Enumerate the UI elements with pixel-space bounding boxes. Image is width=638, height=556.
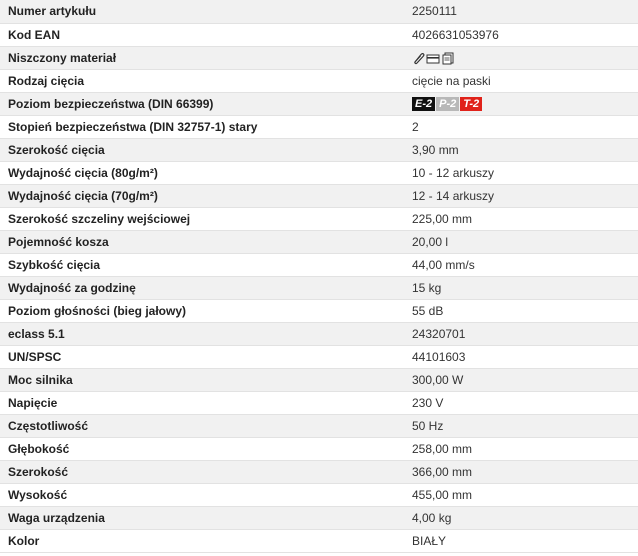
spec-label: Rodzaj cięcia [0,69,401,92]
spec-label: Pojemność kosza [0,230,401,253]
table-row [0,23,638,46]
spec-value: 366,00 mm [401,460,638,483]
spec-value: 230 V [401,391,638,414]
table-row [0,115,638,138]
spec-label: UN/SPSC [0,345,401,368]
paper-clip-icon [412,52,425,65]
table-row [0,437,638,460]
spec-value: 15 kg [401,276,638,299]
spec-value: cięcie na paski [401,69,638,92]
spec-value: 258,00 mm [401,437,638,460]
table-row [0,0,638,23]
spec-value: 300,00 W [401,368,638,391]
material-icons [412,52,455,65]
table-row [0,460,638,483]
spec-label: Kod EAN [0,23,401,46]
credit-card-icon [426,52,440,65]
spec-value: 455,00 mm [401,483,638,506]
table-row [0,184,638,207]
paper-sheets-icon [441,52,455,65]
spec-label: eclass 5.1 [0,322,401,345]
spec-value: 20,00 l [401,230,638,253]
spec-value: 10 - 12 arkuszy [401,161,638,184]
spec-label: Poziom bezpieczeństwa (DIN 66399) [0,92,401,115]
table-row [0,276,638,299]
table-row [0,322,638,345]
spec-value: 3,90 mm [401,138,638,161]
spec-value: 225,00 mm [401,207,638,230]
spec-value-security-level [401,92,638,115]
spec-label: Wydajność cięcia (80g/m²) [0,161,401,184]
spec-label: Kolor [0,529,401,552]
spec-label: Szerokość cięcia [0,138,401,161]
spec-value: 24320701 [401,322,638,345]
spec-label: Szybkość cięcia [0,253,401,276]
table-row [0,483,638,506]
table-row [0,391,638,414]
security-badge-t: T-2 [460,97,482,111]
spec-label: Numer artykułu [0,0,401,23]
table-row [0,69,638,92]
spec-value: 4026631053976 [401,23,638,46]
spec-label: Poziom głośności (bieg jałowy) [0,299,401,322]
table-row [0,253,638,276]
spec-label: Niszczony materiał [0,46,401,69]
table-row [0,46,638,69]
security-badge-p: P-2 [436,97,459,111]
table-row [0,161,638,184]
spec-label: Stopień bezpieczeństwa (DIN 32757-1) stary [0,115,401,138]
table-row [0,138,638,161]
spec-label: Częstotliwość [0,414,401,437]
table-row [0,299,638,322]
spec-value: 44,00 mm/s [401,253,638,276]
table-row [0,506,638,529]
spec-value: 12 - 14 arkuszy [401,184,638,207]
spec-label: Wysokość [0,483,401,506]
table-row [0,368,638,391]
spec-label: Waga urządzenia [0,506,401,529]
table-row [0,414,638,437]
table-row [0,207,638,230]
spec-value: 55 dB [401,299,638,322]
spec-value: 2250111 [401,0,638,23]
table-row [0,345,638,368]
security-badge-e: E-2 [412,97,435,111]
spec-label: Napięcie [0,391,401,414]
spec-value: 2 [401,115,638,138]
spec-value: 4,00 kg [401,506,638,529]
spec-label: Szerokość [0,460,401,483]
spec-value: 44101603 [401,345,638,368]
spec-label: Moc silnika [0,368,401,391]
spec-label: Szerokość szczeliny wejściowej [0,207,401,230]
spec-value: BIAŁY [401,529,638,552]
table-row [0,230,638,253]
security-level-badges [412,97,482,111]
spec-label: Wydajność cięcia (70g/m²) [0,184,401,207]
spec-label: Wydajność za godzinę [0,276,401,299]
table-row [0,529,638,552]
spec-label: Głębokość [0,437,401,460]
spec-value-material [401,46,638,69]
spec-value: 50 Hz [401,414,638,437]
table-row [0,92,638,115]
